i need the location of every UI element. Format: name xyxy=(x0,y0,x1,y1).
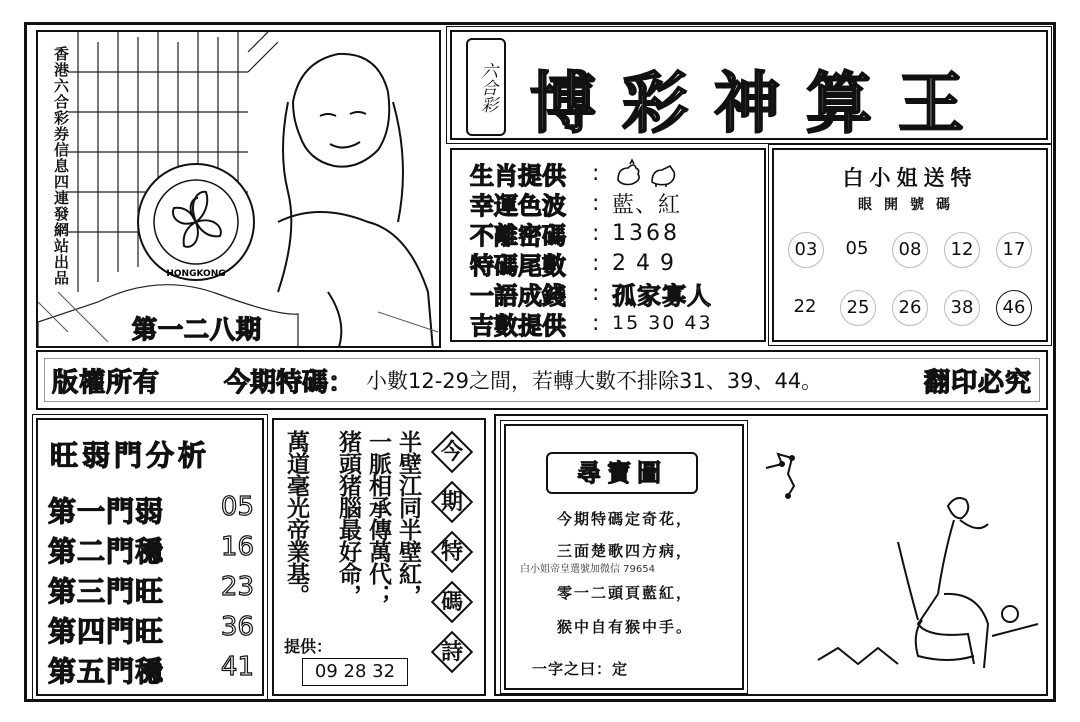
info-colon: : xyxy=(592,220,600,246)
gate-row xyxy=(48,650,258,686)
info-label: 特碼尾數 xyxy=(470,250,566,280)
treasure-line: 猴中自有猴中手。 xyxy=(556,618,693,636)
info-row-code xyxy=(470,218,680,248)
gate-number: 23 xyxy=(220,572,254,602)
treasure-line: 零一二頭頁藍紅， xyxy=(556,584,693,602)
info-row-phrase xyxy=(470,278,712,308)
info-panel xyxy=(450,148,766,342)
info-label: 吉數提供 xyxy=(470,310,566,340)
special-text: 小數12-29之間，若轉大數不排除31、39、44。 xyxy=(366,369,823,393)
info-label: 生肖提供 xyxy=(470,160,566,190)
number-ball: 03 xyxy=(788,232,824,268)
diamond-label xyxy=(430,430,474,474)
info-colon: : xyxy=(592,250,600,276)
info-colon: : xyxy=(592,310,600,336)
gate-number: 05 xyxy=(220,492,254,522)
diamond-label xyxy=(430,630,474,674)
info-label: 幸運色波 xyxy=(470,190,566,220)
gate-number: 16 xyxy=(220,532,254,562)
treasure-line: 三面楚歌四方病， xyxy=(556,542,693,560)
numbers-title: 白小姐送特 xyxy=(842,165,978,190)
gates-title: 旺弱門分析 xyxy=(50,439,211,472)
info-value: 249 xyxy=(612,250,684,276)
city-photo-illustration xyxy=(38,32,441,348)
no-reprint-label: 翻印必究 xyxy=(923,368,1032,398)
info-value: 藍、紅 xyxy=(612,192,682,218)
info-label: 一語成錢 xyxy=(470,280,566,310)
info-value: 1368 xyxy=(612,220,680,246)
period-label: 第一二八期 xyxy=(132,315,263,344)
info-label: 不離密碼 xyxy=(470,220,566,250)
diamond-char: 碼 xyxy=(440,589,463,615)
gate-row xyxy=(48,490,258,526)
info-value: 15 30 43 xyxy=(612,312,713,334)
number-ball: 26 xyxy=(892,290,928,326)
emblem-text: HONGKONG xyxy=(166,269,226,279)
treasure-title: 尋寶圖 xyxy=(546,452,698,494)
numbers-panel xyxy=(772,148,1048,342)
gate-row xyxy=(48,570,258,606)
special-banner xyxy=(36,350,1048,410)
gates-panel xyxy=(36,418,264,696)
numbers-subtitle: 眼開號碼 xyxy=(858,197,962,213)
info-row-zodiac xyxy=(470,158,682,188)
poem-panel xyxy=(272,418,486,696)
title-panel xyxy=(450,30,1048,140)
number-ball: 12 xyxy=(944,232,980,268)
info-colon: : xyxy=(592,160,600,186)
number-ball: 17 xyxy=(996,232,1032,268)
diamond-label xyxy=(430,530,474,574)
poem-line: 半壁江同半壁紅， xyxy=(395,430,422,606)
poem-line: 一脈相承傳萬代； xyxy=(365,430,392,606)
special-label: 今期特碼： xyxy=(224,368,355,398)
number-ball: 08 xyxy=(892,232,928,268)
hongkong-emblem xyxy=(138,164,254,280)
provide-label: 提供： xyxy=(284,637,333,656)
main-title: 博彩神算王 xyxy=(530,64,990,142)
treasure-poem-box xyxy=(504,424,744,690)
photo-panel xyxy=(36,30,441,348)
copyright-label: 版權所有 xyxy=(52,368,161,398)
poem-line: 猪頭猪腦最好命， xyxy=(335,430,362,606)
info-row-lucky xyxy=(470,308,713,338)
info-colon: : xyxy=(592,280,600,306)
dog-icon xyxy=(652,166,674,187)
gate-label: 第三門旺 xyxy=(48,575,165,608)
gate-row xyxy=(48,610,258,646)
diamond-char: 特 xyxy=(440,539,463,565)
gate-label: 第四門旺 xyxy=(48,615,165,648)
treasure-line: 今期特碼定奇花， xyxy=(556,510,693,528)
diamond-label xyxy=(430,580,474,624)
info-value: 孤家寡人 xyxy=(612,280,712,310)
diamond-char: 詩 xyxy=(440,639,463,665)
diamond-char: 今 xyxy=(440,439,463,465)
gate-label: 第一門弱 xyxy=(48,495,165,528)
info-colon: : xyxy=(592,190,600,216)
photo-vertical-text: 香港六合彩券信息四連發網站出品 xyxy=(52,46,70,286)
info-row-color xyxy=(470,188,681,218)
gate-number: 41 xyxy=(220,652,254,682)
diamond-label xyxy=(430,480,474,524)
number-ball: 22 xyxy=(793,296,817,317)
overlay-watermark-text: 白小姐帝皇選號加微信 79654 xyxy=(520,564,655,575)
gate-label: 第五門穩 xyxy=(48,655,165,688)
fisherman-illustration xyxy=(748,424,1042,686)
info-row-tail xyxy=(470,248,684,278)
number-ball: 25 xyxy=(840,290,876,326)
zodiac-icons xyxy=(612,158,682,188)
rooster-icon xyxy=(618,160,639,185)
number-ball: 46 xyxy=(996,290,1032,326)
gate-number: 36 xyxy=(220,612,254,642)
word-clue: 一字之曰：定 xyxy=(532,660,629,678)
number-ball: 05 xyxy=(845,238,869,259)
number-ball: 38 xyxy=(944,290,980,326)
six-he-label: 六合彩 xyxy=(466,38,506,136)
diamond-char: 期 xyxy=(440,489,463,515)
poem-line: 萬道毫光帝業基。 xyxy=(283,430,310,606)
gate-row xyxy=(48,530,258,566)
gate-label: 第二門穩 xyxy=(48,535,165,568)
treasure-panel xyxy=(494,414,1048,696)
provide-numbers: 09 28 32 xyxy=(302,658,408,686)
